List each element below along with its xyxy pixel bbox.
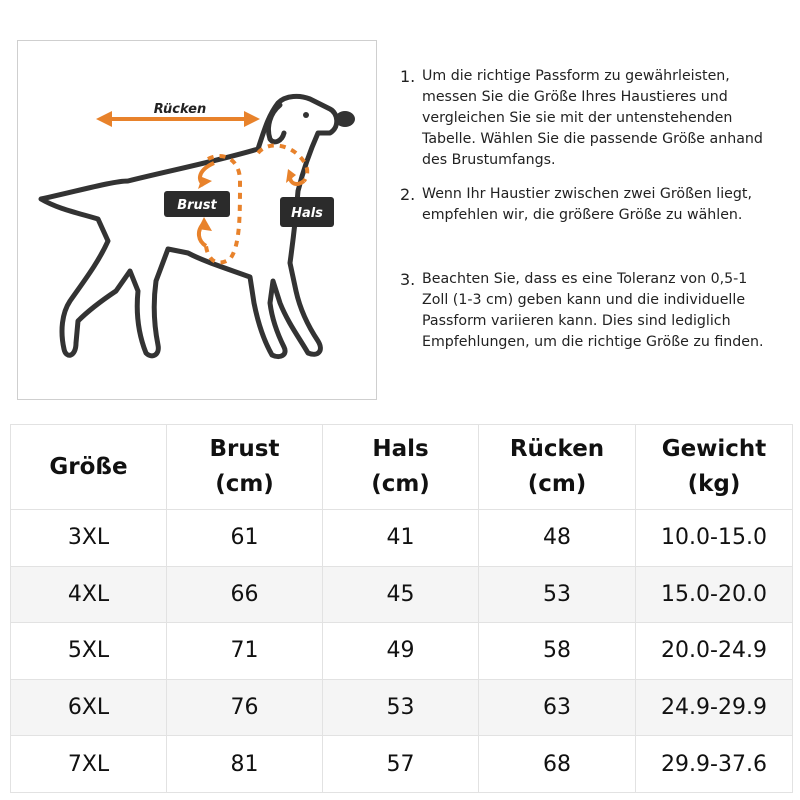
cell-chest: 71 [167, 623, 323, 680]
back-arrow-right-head [244, 111, 260, 127]
cell-chest: 66 [167, 566, 323, 623]
header-size [11, 425, 167, 510]
instruction-step [400, 269, 772, 353]
cell-neck: 57 [323, 736, 479, 793]
table-row [11, 623, 793, 680]
size-chart-table [10, 424, 793, 793]
step-text: Um die richtige Passform zu gewährleisten, messen Sie die Größe Ihres Haustieres und vergleichen Sie sie mit der untenstehenden Tabelle. Wählen Sie die passende Größe anhand des Brustumfangs. [422, 68, 763, 168]
header-chest [167, 425, 323, 510]
cell-neck: 41 [323, 510, 479, 567]
cell-weight: 10.0-15.0 [636, 510, 793, 567]
header-line: Hals [372, 436, 429, 462]
table-row [11, 510, 793, 567]
header-line: Rücken [509, 436, 605, 462]
dog-illustration [18, 41, 378, 401]
eye [303, 112, 309, 118]
header-back [479, 425, 636, 510]
cell-weight: 29.9-37.6 [636, 736, 793, 793]
cell-weight: 20.0-24.9 [636, 623, 793, 680]
cell-back: 53 [479, 566, 636, 623]
header-unit: (cm) [215, 471, 274, 497]
measurement-diagram [17, 40, 377, 400]
cell-neck: 49 [323, 623, 479, 680]
step-text: Beachten Sie, dass es eine Toleranz von 0,5-1 Zoll (1-3 cm) geben kann und die individuelle Passform variieren kann. Dies sind lediglich Empfehlungen, um die richtige Größe zu finden. [422, 271, 764, 350]
header-weight [636, 425, 793, 510]
header-line: Größe [49, 453, 128, 480]
header-line: Gewicht [661, 436, 767, 462]
table-header-row [11, 425, 793, 510]
header-unit: (kg) [687, 471, 741, 497]
cell-weight: 24.9-29.9 [636, 679, 793, 736]
step-number: 2. [400, 185, 416, 204]
instruction-step [400, 66, 772, 171]
cell-back: 58 [479, 623, 636, 680]
cell-chest: 81 [167, 736, 323, 793]
step-number: 1. [400, 67, 416, 86]
cell-size: 7XL [11, 736, 167, 793]
header-neck [323, 425, 479, 510]
cell-back: 48 [479, 510, 636, 567]
cell-chest: 61 [167, 510, 323, 567]
header-unit: (cm) [371, 471, 430, 497]
table-row [11, 566, 793, 623]
chest-arrow-lower-head [198, 217, 212, 231]
cell-neck: 45 [323, 566, 479, 623]
neck-label: Hals [291, 206, 323, 221]
cell-size: 5XL [11, 623, 167, 680]
back-label: Rücken [153, 102, 207, 117]
instruction-step [400, 184, 772, 226]
cell-neck: 53 [323, 679, 479, 736]
cell-chest: 76 [167, 679, 323, 736]
cell-size: 4XL [11, 566, 167, 623]
step-number: 3. [400, 270, 416, 289]
back-arrow-left-head [96, 111, 112, 127]
table-row [11, 736, 793, 793]
step-text: Wenn Ihr Haustier zwischen zwei Größen liegt, empfehlen wir, die größere Größe zu wählen. [422, 186, 752, 223]
cell-back: 68 [479, 736, 636, 793]
cell-size: 6XL [11, 679, 167, 736]
nose [335, 111, 355, 127]
header-unit: (cm) [527, 471, 587, 497]
cell-back: 63 [479, 679, 636, 736]
cell-weight: 15.0-20.0 [636, 566, 793, 623]
chest-label: Brust [177, 198, 217, 213]
cell-size: 3XL [11, 510, 167, 567]
table-row [11, 679, 793, 736]
header-line: Brust [209, 436, 280, 462]
